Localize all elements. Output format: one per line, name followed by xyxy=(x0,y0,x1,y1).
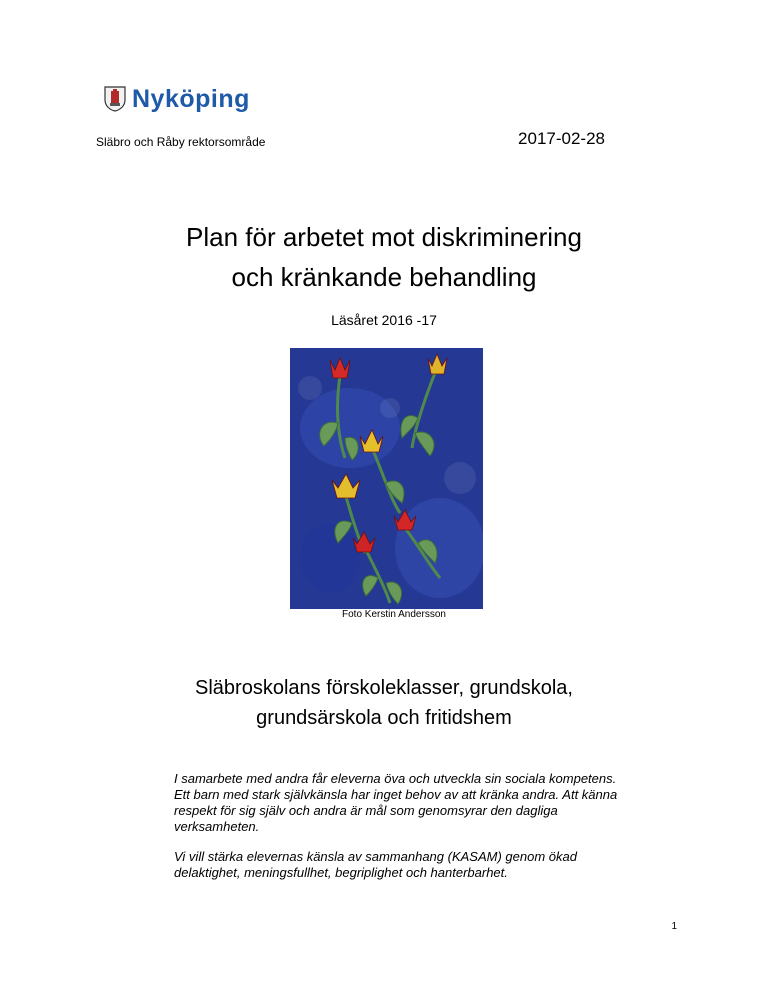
intro-paragraph: I samarbete med andra får eleverna öva och utveckla sin sociala kompetens. Ett barn med stark självkänsla har inget behov av att kränka andra. Att känna respekt för sig själv och andra är mål som genomsyrar den dagliga verksamheten. xyxy=(174,771,618,834)
document-date: 2017-02-28 xyxy=(518,129,605,148)
school-year: Läsåret 2016 -17 xyxy=(331,312,437,328)
tulip-painting xyxy=(290,348,483,609)
document-title-line1: Plan för arbetet mot diskriminering xyxy=(186,222,582,252)
logo-text: Nyköping xyxy=(132,84,250,113)
photo-caption: Foto Kerstin Andersson xyxy=(342,609,446,620)
kasam-paragraph: Vi vill stärka elevernas känsla av sammanhang (KASAM) genom ökad delaktighet, meningsfullhet, begriplighet och hanterbarhet. xyxy=(174,849,577,880)
document-title-line2: och kränkande behandling xyxy=(231,262,537,292)
coat-of-arms-icon xyxy=(104,86,126,112)
school-name-line2: grundsärskola och fritidshem xyxy=(256,707,512,729)
school-name-line1: Släbroskolans förskoleklasser, grundskola, xyxy=(195,677,573,699)
school-unit: Släbro och Råby rektorsområde xyxy=(96,135,266,149)
page-number: 1 xyxy=(671,921,677,932)
nykoping-logo xyxy=(104,84,250,114)
